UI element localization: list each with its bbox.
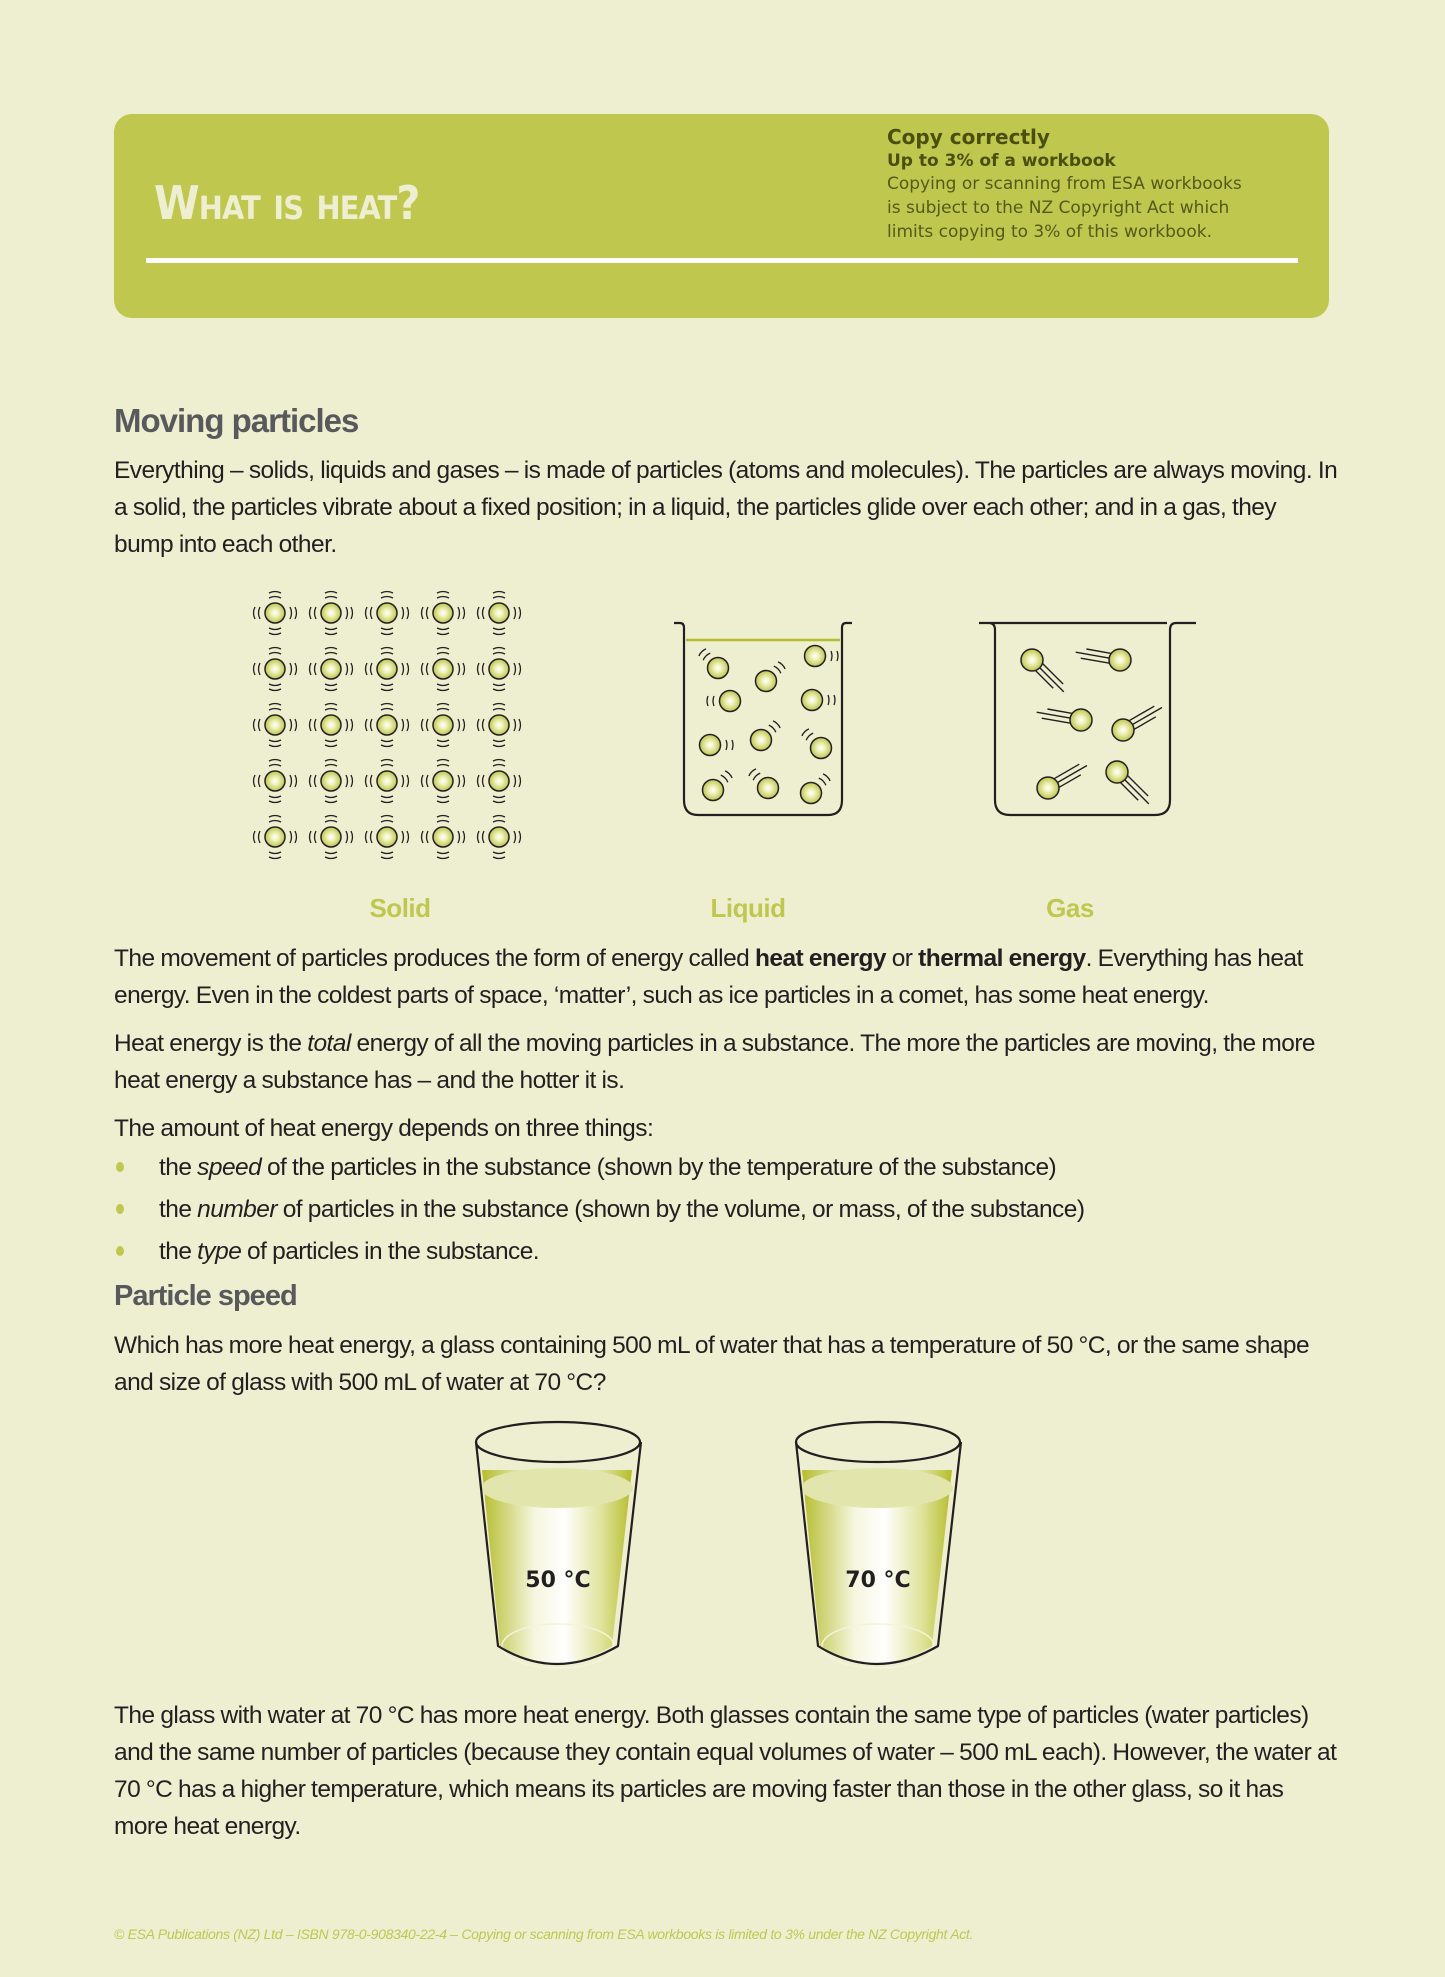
paragraph-heat-energy — [114, 940, 1339, 1014]
particle-icon — [422, 592, 465, 635]
emphasis: speed — [197, 1154, 262, 1181]
particle-icon — [366, 816, 409, 859]
section-particle-speed — [114, 1280, 1339, 1401]
factors-list — [114, 1147, 1339, 1273]
particle-icon — [254, 816, 297, 859]
text: the — [159, 1154, 198, 1181]
list-item — [114, 1231, 1339, 1273]
particle-icon — [366, 760, 409, 803]
page-footer: © ESA Publications (NZ) Ltd – ISBN 978-0-908340-22-4 – Copying or scanning from ESA workbooks is limited to 3% under the NZ Copyright Act. — [114, 1926, 974, 1942]
text: Heat energy is the — [114, 1030, 308, 1057]
particle-icon — [422, 648, 465, 691]
text: of the particles in the substance (shown by the temperature of the substance) — [261, 1154, 1057, 1181]
particle-icon — [310, 760, 353, 803]
glass-50c — [476, 1422, 641, 1668]
answer-paragraph: The glass with water at 70 °C has more heat energy. Both glasses contain the same type of particles (water particles) and the same number of particles (because they contain equal volumes of water – 500 mL each). However, the water at 70 °C has a higher temperature, which means its particles are moving faster than those in the other glass, so it has more heat energy. — [114, 1702, 1337, 1840]
particle-icon — [749, 769, 779, 799]
copyright-line: is subject to the NZ Copyright Act which — [887, 198, 1230, 218]
particle-icon — [751, 721, 781, 751]
header-divider — [146, 258, 1298, 263]
text: . Everything has heat energy. Even in the coldest parts of space, ‘matter’, such as ice particles in a comet, has some heat energy. — [114, 945, 1303, 1009]
particle-icon — [801, 774, 831, 804]
copyright-subtitle: Up to 3% of a workbook — [887, 151, 1116, 171]
particle-icon — [478, 592, 521, 635]
header-banner — [114, 114, 1329, 318]
bullet-icon — [116, 1162, 124, 1172]
emphasis: total — [307, 1030, 351, 1057]
particle-icon — [700, 735, 734, 756]
particle-icon — [366, 592, 409, 635]
particle-icon — [1076, 649, 1131, 671]
intro-paragraph: Everything – solids, liquids and gases – is made of particles (atoms and molecules). The particles are always moving. In a solid, the particles vibrate about a fixed position; in a liquid, the particles glide over each other; and in a gas, they bump into each other. — [114, 457, 1338, 558]
glass-label: 50 °C — [525, 1568, 591, 1593]
particle-icon — [707, 691, 741, 712]
text: The movement of particles produces the form of energy called — [114, 945, 755, 972]
glass-label: 70 °C — [845, 1568, 911, 1593]
particle-icon — [422, 760, 465, 803]
particle-icon — [422, 704, 465, 747]
particle-icon — [1021, 649, 1064, 692]
particle-icon — [802, 729, 832, 759]
particle-icon — [254, 648, 297, 691]
emphasis: number — [197, 1196, 277, 1223]
bullet-icon — [116, 1246, 124, 1256]
particle-icon — [805, 646, 839, 667]
particle-icon — [1037, 764, 1087, 799]
copyright-line: Copying or scanning from ESA workbooks — [887, 174, 1242, 194]
text: energy of all the moving particles in a substance. The more the particles are moving, the more heat energy a substance has – and the hotter it is. — [114, 1030, 1315, 1094]
term-thermal-energy: thermal energy — [918, 945, 1086, 972]
paragraph-total-energy — [114, 1025, 1339, 1099]
heat-energy-text — [114, 940, 1339, 1273]
text: the — [159, 1196, 198, 1223]
section-heading: Moving particles — [114, 402, 359, 439]
particle-icon — [1037, 709, 1092, 731]
solid-particles-diagram — [240, 580, 540, 880]
paragraph-three-things: The amount of heat energy depends on three things: — [114, 1115, 654, 1142]
text: or — [885, 945, 919, 972]
particle-icon — [699, 649, 729, 679]
particle-icon — [802, 690, 836, 711]
particle-icon — [310, 648, 353, 691]
list-item — [114, 1147, 1339, 1189]
copyright-notice — [887, 124, 1307, 244]
section-moving-particles — [114, 402, 1339, 563]
text: of particles in the substance (shown by the volume, or mass, of the substance) — [276, 1196, 1085, 1223]
particle-icon — [422, 816, 465, 859]
term-heat-energy: heat energy — [754, 945, 886, 972]
particle-icon — [478, 648, 521, 691]
particle-icon — [366, 648, 409, 691]
answer-section — [114, 1697, 1339, 1845]
particle-icon — [254, 760, 297, 803]
liquid-particles-diagram — [660, 600, 880, 840]
particle-icon — [1112, 706, 1162, 741]
section-heading: Particle speed — [114, 1280, 297, 1312]
particle-icon — [478, 760, 521, 803]
particle-icon — [366, 704, 409, 747]
copyright-line: limits copying to 3% of this workbook. — [887, 222, 1212, 242]
copyright-title: Copy correctly — [887, 125, 1050, 149]
label-solid: Solid — [369, 893, 431, 923]
label-gas: Gas — [1046, 893, 1094, 923]
particle-icon — [310, 592, 353, 635]
particle-icon — [310, 816, 353, 859]
particle-icon — [756, 662, 786, 692]
list-item — [114, 1189, 1339, 1231]
particle-icon — [254, 592, 297, 635]
bullet-icon — [116, 1204, 124, 1214]
emphasis: type — [197, 1238, 242, 1265]
particle-icon — [478, 816, 521, 859]
particle-icon — [703, 771, 733, 801]
glasses-diagram — [460, 1410, 1000, 1680]
glass-70c — [796, 1422, 961, 1668]
particle-icon — [254, 704, 297, 747]
particle-icon — [478, 704, 521, 747]
label-liquid: Liquid — [710, 893, 786, 923]
gas-particles-diagram — [975, 600, 1215, 840]
page-title: What is heat? — [154, 176, 420, 230]
question-paragraph: Which has more heat energy, a glass containing 500 mL of water that has a temperature of 50 °C, or the same shape and size of glass with 500 mL of water at 70 °C? — [114, 1332, 1310, 1396]
text: the — [159, 1238, 198, 1265]
particle-icon — [1106, 761, 1149, 804]
text: of particles in the substance. — [241, 1238, 540, 1265]
particle-icon — [310, 704, 353, 747]
